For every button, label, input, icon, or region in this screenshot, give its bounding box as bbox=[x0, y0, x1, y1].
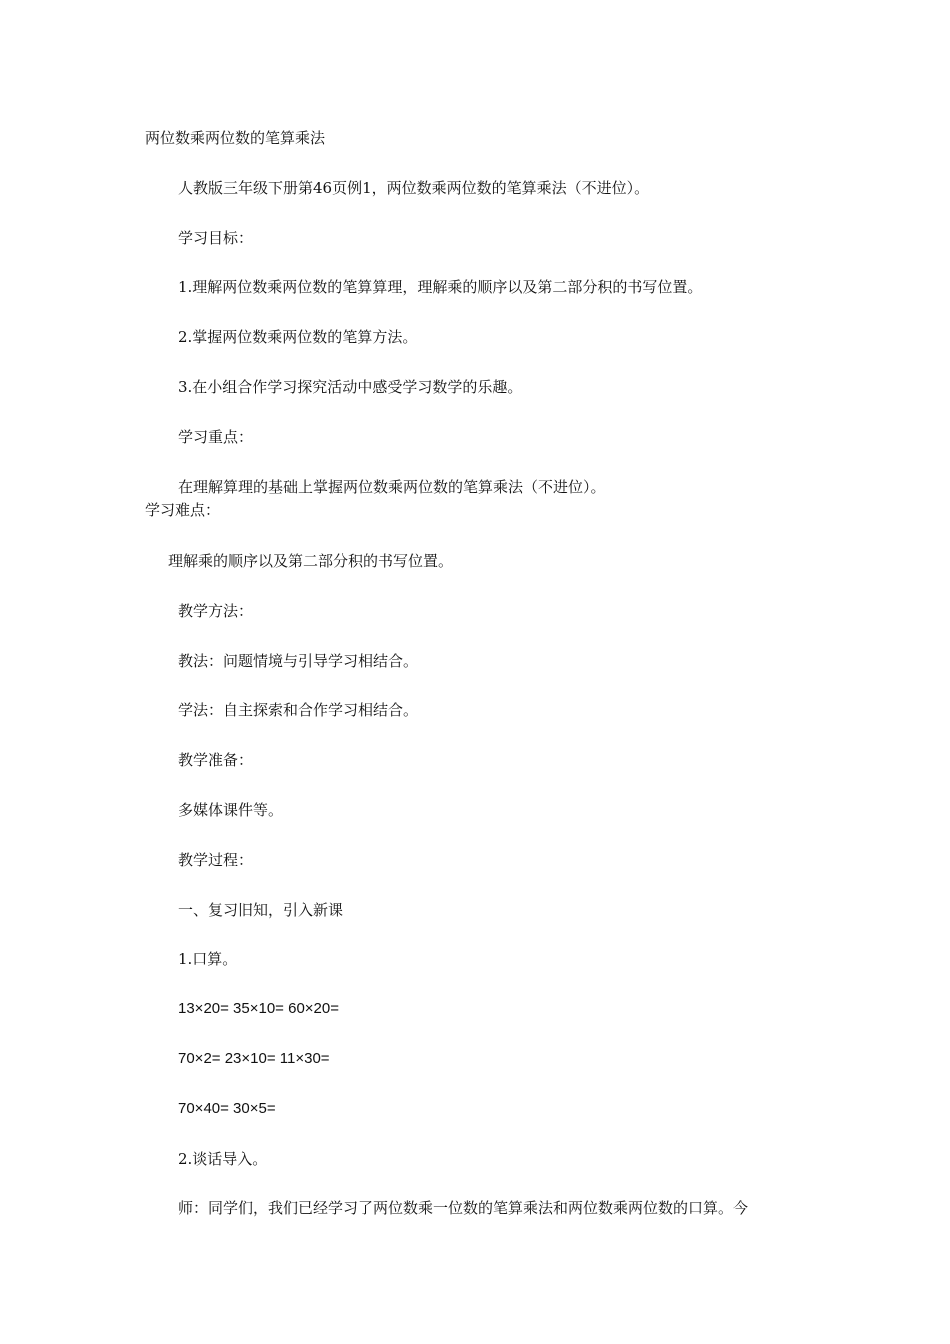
difficulty-text: 理解乘的顺序以及第二部分积的书写位置。 bbox=[168, 552, 454, 570]
goals-heading: 学习目标： bbox=[178, 229, 254, 247]
goal-item-1: 1.理解两位数乘两位数的笔算算理，理解乘的顺序以及第二部分积的书写位置。 bbox=[178, 278, 703, 296]
goal-item-3: 3.在小组合作学习探究活动中感受学习数学的乐趣。 bbox=[178, 378, 523, 396]
intro-paragraph: 人教版三年级下册第46页例1，两位数乘两位数的笔算乘法（不进位）。 bbox=[178, 179, 650, 197]
section-heading-1: 一、复习旧知，引入新课 bbox=[178, 901, 344, 919]
step-1: 1.口算。 bbox=[178, 950, 238, 968]
difficulty-heading: 学习难点： bbox=[145, 501, 221, 519]
step-2: 2.谈话导入。 bbox=[178, 1150, 268, 1168]
teacher-paragraph: 师：同学们，我们已经学习了两位数乘一位数的笔算乘法和两位数乘两位数的口算。今 bbox=[178, 1199, 749, 1217]
focus-text: 在理解算理的基础上掌握两位数乘两位数的笔算乘法（不进位）。 bbox=[178, 478, 606, 496]
learn-method: 学法：自主探索和合作学习相结合。 bbox=[178, 701, 419, 719]
prep-text: 多媒体课件等。 bbox=[178, 801, 284, 819]
calc-row-3: 70×40= 30×5= bbox=[178, 1100, 276, 1117]
prep-heading: 教学准备： bbox=[178, 751, 254, 769]
teach-method: 教法：问题情境与引导学习相结合。 bbox=[178, 652, 419, 670]
methods-heading: 教学方法： bbox=[178, 602, 254, 620]
process-heading: 教学过程： bbox=[178, 851, 254, 869]
goal-item-2: 2.掌握两位数乘两位数的笔算方法。 bbox=[178, 328, 418, 346]
document-title: 两位数乘两位数的笔算乘法 bbox=[145, 129, 326, 147]
calc-row-2: 70×2= 23×10= 11×30= bbox=[178, 1050, 330, 1067]
calc-row-1: 13×20= 35×10= 60×20= bbox=[178, 1000, 340, 1017]
focus-heading: 学习重点： bbox=[178, 428, 254, 446]
